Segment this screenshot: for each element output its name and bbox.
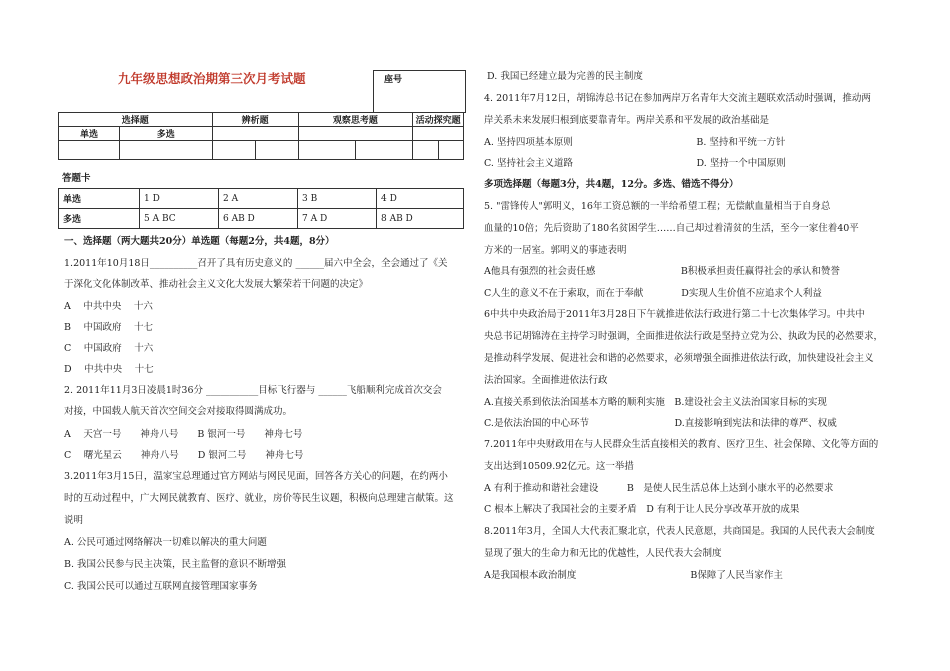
question-text: 3.2011年3月15日，温家宝总理通过官方网站与网民见面，回答各方关心的问题，在约两小 bbox=[64, 471, 448, 482]
score-header-activity: 活动探究题 bbox=[413, 113, 464, 127]
answer-card-table bbox=[58, 188, 464, 229]
table-cell: 5 A BC bbox=[140, 209, 219, 229]
section-heading-multi: 多项选择题（每题3分，共4题，12分。多选、错选不得分） bbox=[484, 179, 739, 190]
option-text: A 中共中央 十六 bbox=[64, 301, 153, 312]
seat-label: 座号 bbox=[384, 75, 403, 85]
answer-card-label: 答题卡 bbox=[62, 173, 91, 184]
option-text: C 中国政府 十六 bbox=[64, 343, 154, 354]
table-row bbox=[59, 209, 464, 229]
option-text: A. 公民可通过网络解决一切难以解决的重大问题 bbox=[64, 537, 267, 548]
question-text: 说明 bbox=[64, 515, 84, 526]
option-text: A 有利于推动和谐社会建设 B 是使人民生活总体上达到小康水平的必然要求 bbox=[484, 483, 834, 494]
score-cell bbox=[298, 127, 413, 141]
question-text: 5. "雷锋传人"郭明义，16年工资总额的一半给希望工程；无偿献血量相当于自身总 bbox=[484, 201, 831, 212]
question-text: 1.2011年10月18日__________召开了具有历史意义的 ______届六中全会，全会通过了《关 bbox=[64, 258, 448, 269]
option-text: A. 坚持四项基本原则 B. 坚持和平统一方针 bbox=[484, 137, 786, 148]
option-text: A 天宫一号 神舟八号 B 银河一号 神舟七号 bbox=[64, 429, 303, 440]
question-text: 对接，中国载人航天首次空间交会对接取得圆满成功。 bbox=[64, 406, 293, 417]
score-header-analysis: 辨析题 bbox=[212, 113, 298, 127]
option-text: C 根本上解决了我国社会的主要矛盾 D 有利于让人民分享改革开放的成果 bbox=[484, 504, 800, 515]
question-text: 时的互动过程中，广大网民就教育、医疗、就业，房价等民生议题，积极向总理建言献策。这 bbox=[64, 493, 454, 504]
table-cell: 4 D bbox=[377, 189, 464, 209]
question-text: 是推动科学发展、促进社会和谐的必然要求，必须增强全面推进依法行政，加快建设社会主义 bbox=[484, 353, 874, 364]
table-cell: 3 B bbox=[298, 189, 377, 209]
question-text: 岸关系未来发展归根到底要靠青年。两岸关系和平发展的政治基础是 bbox=[484, 115, 770, 126]
option-text: D. 我国已经建立最为完善的民主制度 bbox=[487, 71, 643, 82]
question-text: 方米的一居室。郭明义的事迹表明 bbox=[484, 245, 627, 256]
score-cell[interactable] bbox=[438, 141, 463, 160]
table-cell: 8 AB D bbox=[377, 209, 464, 229]
score-header-multi: 多选 bbox=[120, 127, 213, 141]
option-text: A是我国根本政治制度 B保障了人民当家作主 bbox=[484, 570, 783, 581]
table-cell: 单选 bbox=[59, 189, 140, 209]
score-cell[interactable] bbox=[298, 141, 355, 160]
score-header-choice: 选择题 bbox=[59, 113, 213, 127]
table-cell: 1 D bbox=[140, 189, 219, 209]
question-text: 显现了强大的生命力和无比的优越性，人民代表大会制度 bbox=[484, 548, 722, 559]
score-cell[interactable] bbox=[120, 141, 213, 160]
option-text: D 中共中央 十七 bbox=[64, 364, 154, 375]
score-table bbox=[58, 112, 464, 160]
question-text: 7.2011年中央财政用在与人民群众生活直接相关的教育、医疗卫生、社会保障、文化等方面的 bbox=[484, 439, 879, 450]
question-text: 2. 2011年11月3日凌晨1时36分 ___________目标飞行器与 ______飞船顺利完成首次交会 bbox=[64, 385, 442, 396]
question-text: 8.2011年3月，全国人大代表汇聚北京，代表人民意愿，共商国是。我国的人民代表大会制度 bbox=[484, 526, 875, 537]
option-text: B. 我国公民参与民主决策，民主监督的意识不断增强 bbox=[64, 559, 287, 570]
question-text: 支出达到10509.92亿元。这一举措 bbox=[484, 461, 634, 472]
table-cell: 多选 bbox=[59, 209, 140, 229]
option-text: C 曙光星云 神舟八号 D 银河二号 神舟七号 bbox=[64, 450, 304, 461]
score-header-single: 单选 bbox=[59, 127, 120, 141]
score-cell[interactable] bbox=[59, 141, 120, 160]
question-text: 6中共中央政治局于2011年3月28日下午就推进依法行政进行第二十七次集体学习。中共中 bbox=[484, 309, 865, 320]
table-row bbox=[59, 189, 464, 209]
score-cell bbox=[413, 127, 464, 141]
score-cell[interactable] bbox=[212, 141, 255, 160]
seat-number-box[interactable] bbox=[373, 70, 466, 113]
option-text: B 中国政府 十七 bbox=[64, 322, 154, 333]
score-cell[interactable] bbox=[255, 141, 298, 160]
score-cell bbox=[212, 127, 298, 141]
table-cell: 7 A D bbox=[298, 209, 377, 229]
option-text: C.是依法治国的中心环节 D.直接影响到宪法和法律的尊严、权威 bbox=[484, 418, 837, 429]
question-text: 于深化文化体制改革、推动社会主义文化大发展大繁荣若干问题的决定》 bbox=[64, 279, 369, 290]
question-text: 血量的10倍；先后资助了180名贫困学生……自己却过着清贫的生活，至今一家住着40平 bbox=[484, 223, 859, 234]
score-header-observe: 观察思考题 bbox=[298, 113, 413, 127]
question-text: 央总书记胡锦涛在主持学习时强调，全面推进依法行政是坚持立党为公、执政为民的必然要求， bbox=[484, 331, 884, 342]
option-text: A他具有强烈的社会责任感 B积极承担责任赢得社会的承认和赞誉 bbox=[484, 266, 840, 277]
score-cell[interactable] bbox=[355, 141, 412, 160]
table-cell: 2 A bbox=[219, 189, 298, 209]
exam-title: 九年级思想政治期第三次月考试题 bbox=[118, 71, 306, 86]
option-text: C. 坚持社会主义道路 D. 坚持一个中国原则 bbox=[484, 158, 786, 169]
option-text: C. 我国公民可以通过互联网直接管理国家事务 bbox=[64, 581, 258, 592]
question-text: 法治国家。全面推进依法行政 bbox=[484, 375, 608, 386]
score-cell[interactable] bbox=[413, 141, 438, 160]
question-text: 4. 2011年7月12日，胡锦涛总书记在参加两岸万名青年大交流主题联欢活动时强调，推动两 bbox=[484, 93, 871, 104]
option-text: C人生的意义不在于索取，而在于奉献 D实现人生价值不应追求个人利益 bbox=[484, 288, 822, 299]
option-text: A.直接关系到依法治国基本方略的顺利实施 B.建设社会主义法治国家目标的实现 bbox=[484, 397, 827, 408]
section-heading-single: 一、选择题（两大题共20分）单选题（每题2分，共4题，8分） bbox=[64, 236, 335, 247]
table-cell: 6 AB D bbox=[219, 209, 298, 229]
